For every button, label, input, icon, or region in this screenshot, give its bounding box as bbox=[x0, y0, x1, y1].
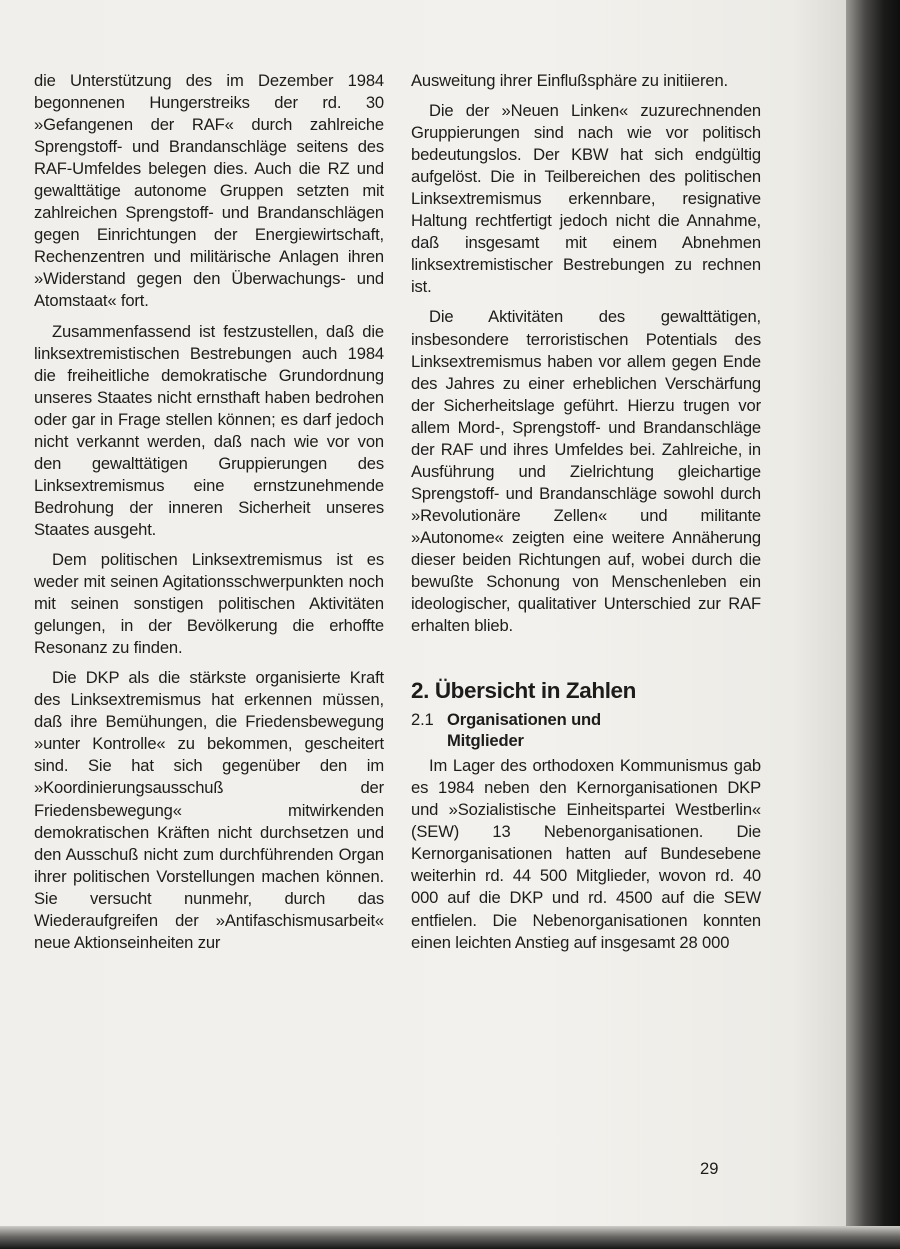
left-column bbox=[34, 70, 384, 962]
body-paragraph: Dem politischen Linksextremismus ist es weder mit seinen Agitationsschwerpunkten noch mit seinen sonstigen politischen Aktivitäten gelungen, in der Bevölkerung die erhoffte Resonanz zu finden. bbox=[34, 549, 384, 658]
subsection-title: Organisationen und Mitglieder bbox=[447, 710, 602, 751]
section-heading: 2. Übersicht in Zahlen bbox=[411, 678, 637, 704]
body-paragraph: die Unterstützung des im Dezember 1984 begonnenen Hungerstreiks der rd. 30 »Gefangenen der RAF« durch zahlreiche Sprengstoff- und Brandanschläge seitens des RAF-Umfeldes belegen dies. Auch die RZ und gewalttätige autonome Gruppen setzten mit zahlreichen Sprengstoff- und Brandanschlägen gegen Einrichtungen der Energiewirtschaft, Rechenzentren und militärische Anlagen ihren »Widerstand gegen den Überwachungs- und Atomstaat« fort. bbox=[34, 71, 384, 311]
right-column bbox=[411, 70, 761, 962]
body-paragraph: Ausweitung ihrer Einflußsphäre zu initiieren. bbox=[411, 71, 728, 90]
subsection-number: 2.1 bbox=[411, 710, 434, 730]
body-paragraph: Die Aktivitäten des gewalttätigen, insbesondere terroristischen Potentials des Linksextremismus haben vor allem gegen Ende des Jahres zu einer erheblichen Verschärfung der Sicherheitslage geführt. Hierzu trugen vor allem Mord-, Sprengstoff- und Brandanschläge der RAF und ihres Umfeldes bei. Zahlreiche, in Ausführung und Zielrichtung gleichartige Sprengstoff- und Brandanschläge sowohl durch »Revolutionäre Zellen« und militante »Autonome« zeigten eine weitere Annäherung dieser beiden Richtungen auf, wobei durch die bewußte Schonung von Menschenleben ein ideologischer, qualitativer Unterschied zur RAF erhalten blieb. bbox=[411, 307, 761, 636]
page-bottom-edge bbox=[0, 1226, 900, 1249]
body-paragraph: Die der »Neuen Linken« zuzurechnenden Gruppierungen sind nach wie vor politisch bedeutungslos. Der KBW hat sich endgültig aufgelöst. Die in Teilbereichen des politischen Linksextremismus erkennbare, resignative Haltung rechtfertigt jedoch nicht die Annahme, daß insgesamt mit einem Abnehmen linksextremistischer Bestrebungen zu rechnen ist. bbox=[411, 101, 761, 297]
page-number: 29 bbox=[700, 1159, 719, 1178]
body-paragraph: Im Lager des orthodoxen Kommunismus gab es 1984 neben den Kernorganisationen DKP und »Sozialistische Einheitspartei Westberlin« (SEW) 13 Nebenorganisationen. Die Kernorganisationen hatten auf Bundesebene weiterhin rd. 44 500 Mitglieder, wovon rd. 40 000 auf die DKP und rd. 4500 auf die SEW entfielen. Die Nebenorganisationen konnten einen leichten Anstieg auf insgesamt 28 000 bbox=[411, 756, 761, 952]
spacer bbox=[411, 645, 761, 677]
subsection-heading bbox=[411, 709, 761, 751]
body-paragraph: Die DKP als die stärkste organisierte Kraft des Linksextremismus hat erkennen müssen, daß ihre Bemühungen, die Friedensbewegung »unter Kontrolle« zu bekommen, gescheitert sind. Sie hat sich gegenüber den im »Koordinierungsausschuß der Friedensbewegung« mitwirkenden demokratischen Kräften nicht durchsetzen und den Ausschuß nicht zum durchführenden Organ ihrer politischen Vorstellungen machen können. Sie versucht nunmehr, durch das Wiederaufgreifen der »Antifaschismusarbeit« neue Aktionseinheiten zur bbox=[34, 668, 384, 952]
book-spine-shadow bbox=[846, 0, 900, 1249]
body-paragraph: Zusammenfassend ist festzustellen, daß die linksextremistischen Bestrebungen auch 1984 die freiheitliche demokratische Grundordnung unseres Staates nicht ernsthaft haben bedrohen oder gar in Frage stellen können; es darf jedoch nicht verkannt werden, daß nach wie vor von den gewalttätigen Gruppierungen des Linksextremismus eine ernstzunehmende Bedrohung der inneren Sicherheit unseres Staates ausgeht. bbox=[34, 321, 384, 539]
